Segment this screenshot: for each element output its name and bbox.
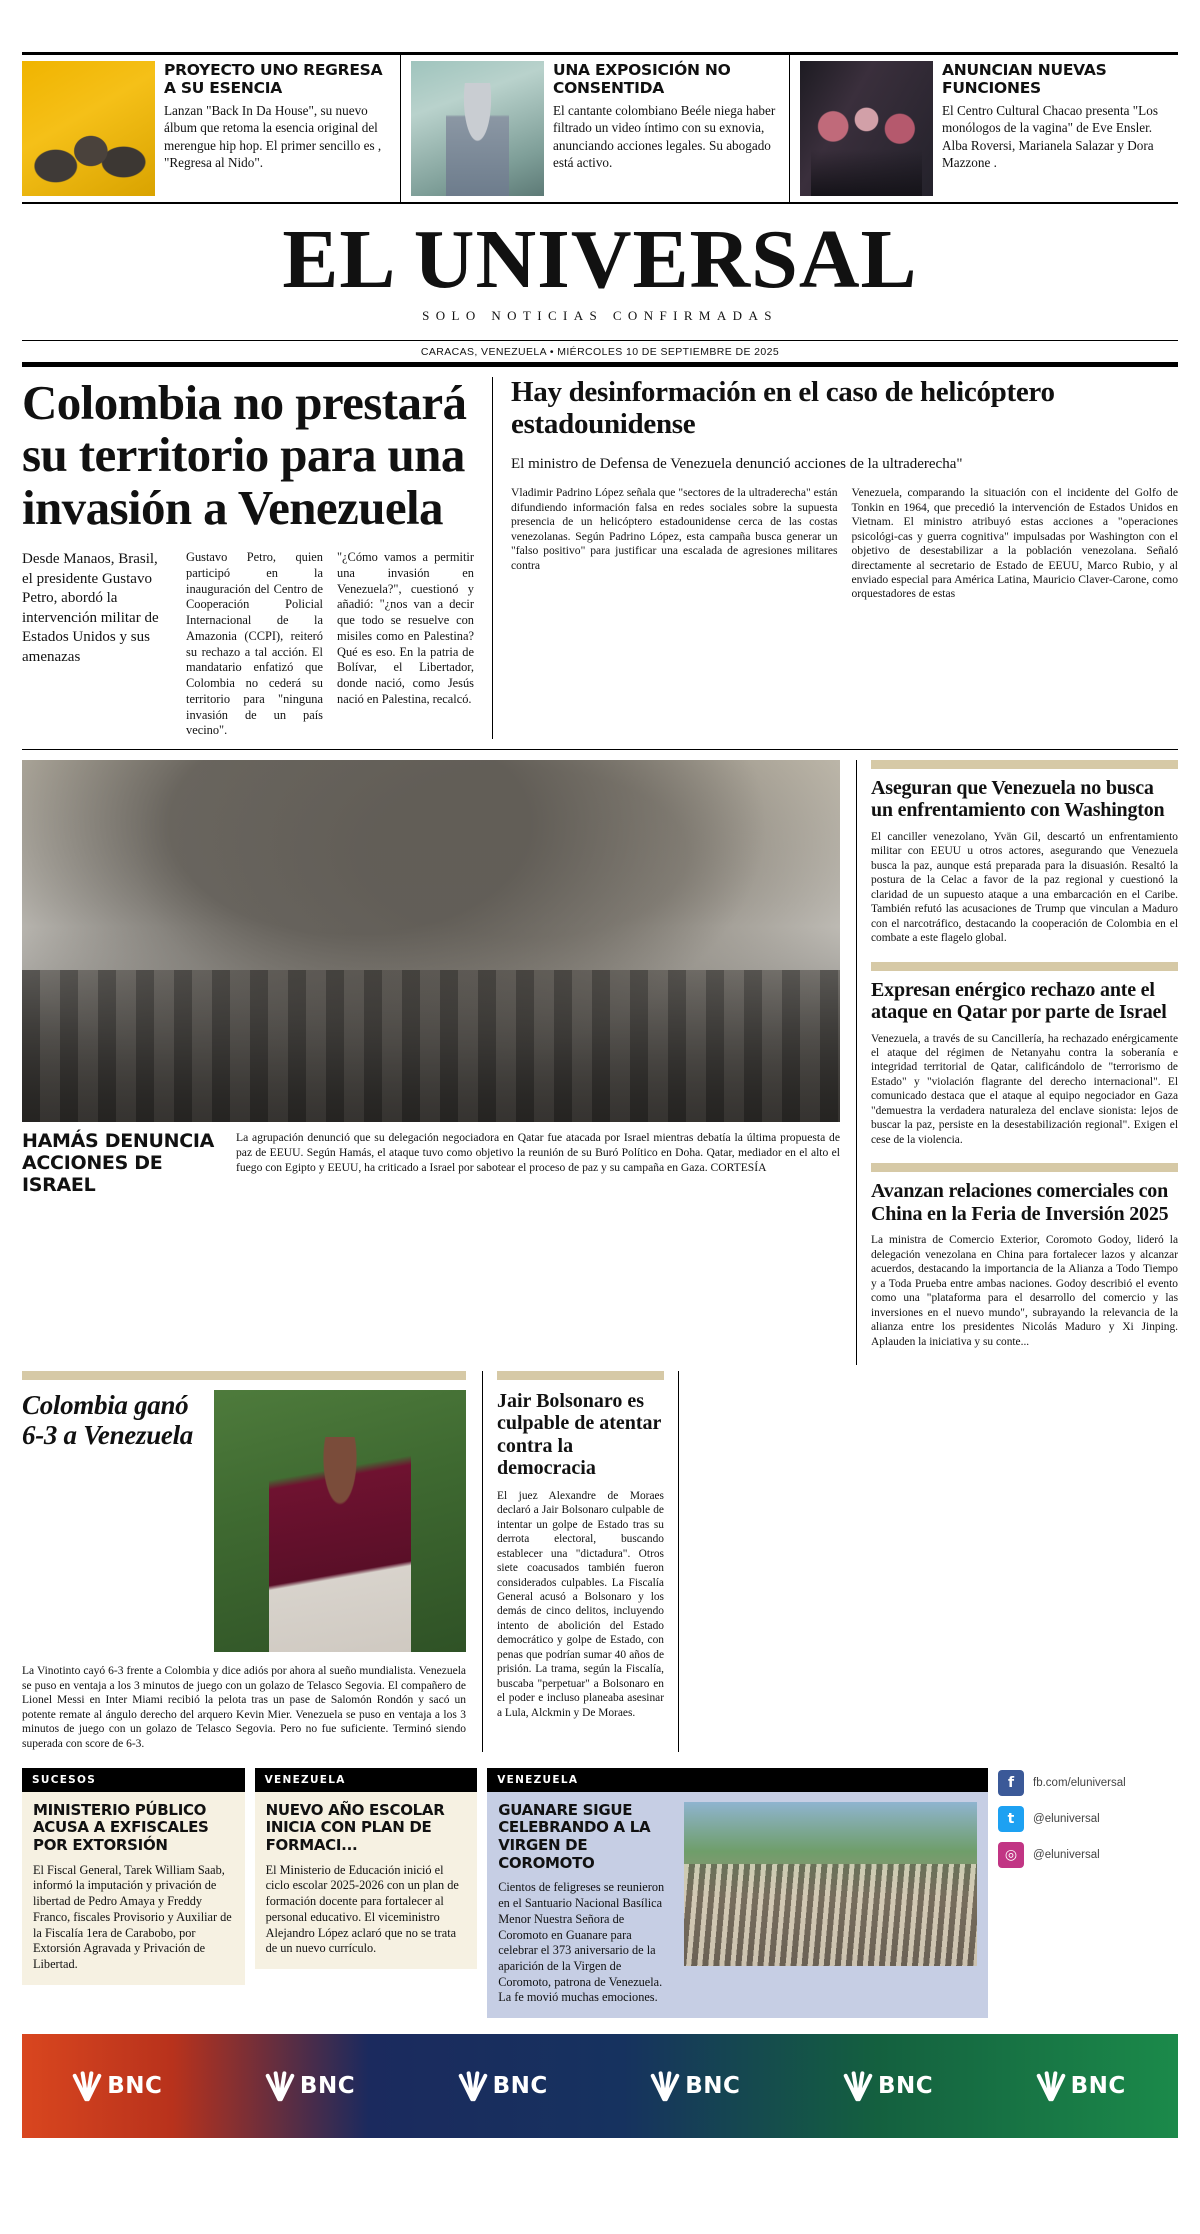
- teaser-body: El cantante colombiano Beéle niega haber filtrado un video íntimo con su exnovia, anunciando acciones legales. Su abogado está activo.: [553, 103, 776, 170]
- social-handle: @eluniversal: [1033, 1848, 1100, 1861]
- teaser-item-1[interactable]: [400, 55, 789, 202]
- lead-standfirst: Desde Manaos, Brasil, el presidente Gustavo Petro, abordó la intervención militar de Estados Unidos y sus amenazas: [22, 551, 159, 665]
- card-tag: VENEZUELA: [487, 1768, 988, 1792]
- card-body: El Ministerio de Educación inició el ciclo escolar 2025-2026 con un plan de formación docente para fortalecer al personal educativo. El viceministro Alejandro López aclaró que no se trata de un nuevo currículo.: [265, 1862, 459, 1956]
- main-photo-story[interactable]: [22, 760, 856, 1365]
- card-title: GUANARE SIGUE CELEBRANDO A LA VIRGEN DE COROMOTO: [498, 1800, 651, 1872]
- rail-item-1[interactable]: [871, 962, 1178, 1148]
- teaser-title: PROYECTO UNO REGRESA A SU ESENCIA: [164, 61, 383, 98]
- doha-smoke-traffic-photo: [22, 760, 840, 1122]
- ad-brand: BNC: [107, 2073, 163, 2100]
- ad-brand: BNC: [1070, 2073, 1126, 2100]
- rail-item-2[interactable]: [871, 1163, 1178, 1349]
- sports-story[interactable]: [22, 1371, 482, 1752]
- ad-brand: BNC: [492, 2073, 548, 2100]
- ad-logo-cell: [793, 2034, 986, 2138]
- ad-brand: BNC: [685, 2073, 741, 2100]
- rail-body: El canciller venezolano, Yvän Gil, descartó un enfrentamiento militar con EEUU u otros actores, asegurando que Venezuela busca la paz, aunque está preparada para la disuasión. Resaltó la postura de la Celac a favor de la paz regional y cuestionó la claridad de un supuesto ataque a una embarcación en el Caribe. También refutó las acusaciones de Trump que vinculan a Maduro con el narcotráfico, destacando la cooperación de Colombia en el combate a este flagelo global.: [871, 830, 1178, 945]
- masthead-rule: [22, 362, 1178, 367]
- secondary-column-2: Venezuela, comparando la situación con el incidente del Golfo de Tonkin en 1964, que precedió la intervención de Estados Unidos en Vietnam. El ministro atribuyó estas acciones a "operaciones psicológi-cas y guerra cognitiva" impulsadas por Washington con el objetivo de desestabilizar a la población venezolana. Señaló directamente al secretario de Estado de EEUU, Marco Rubio, y al enviado especial para América Latina, Mauricio Claver-Carone, como orquestadores de estas: [851, 486, 1178, 601]
- card-title: NUEVO AÑO ESCOLAR INICIA CON PLAN DE FORMACI...: [265, 1800, 445, 1854]
- ad-brand: BNC: [877, 2073, 934, 2100]
- footer-ad-banner[interactable]: [22, 2034, 1178, 2138]
- rail-item-0[interactable]: [871, 760, 1178, 946]
- bottom-cards-row: [22, 1768, 1178, 2019]
- rail-item-2-continued: [678, 1371, 1178, 1752]
- secondary-headline: Hay desinformación en el caso de helicóptero estadounidense: [511, 375, 1055, 440]
- rail-body: La ministra de Comercio Exterior, Coromoto Godoy, lideró la delegación venezolana en China para fortalecer lazos y alcanzar acuerdos, destacando la importancia de la Alianza a Todo Tiempo y a Toda Prueba entre ambas naciones. Godoy describió el evento como una "plataforma para el desarrollo del comercio y las inversiones en el nuevo mundo", subrayando la relevancia de la alianza entre los presidentes Nicolás Maduro y Xi Jinping. Aplauden la iniciativa y su conte...: [871, 1234, 1178, 1348]
- bnc-leaf-icon: [267, 2071, 293, 2101]
- ad-logo-cell: [22, 2034, 215, 2138]
- lead-column-2: Gustavo Petro, quien participó en la inauguración del Centro de Cooperación Policial Internacional de la Amazonia (CCPI), reiteró su rechazo a tal acción. El mandatario enfatizó que Colombia no cederá su territorio para "ninguna invasión de un país vecino".: [186, 550, 323, 738]
- secondary-story[interactable]: [492, 377, 1178, 739]
- card-tag: VENEZUELA: [255, 1768, 478, 1792]
- main-photo-caption-title: HAMÁS DENUNCIA ACCIONES DE ISRAEL: [22, 1130, 215, 1196]
- bnc-leaf-icon: [652, 2071, 678, 2101]
- lead-headline: Colombia no prestará su territorio para una invasión a Venezuela: [22, 374, 467, 535]
- ad-logo-cell: [215, 2034, 408, 2138]
- teaser-body: El Centro Cultural Chacao presenta "Los monólogos de la vagina" de Eve Ensler. Alba Roversi, Marianela Salazar y Dora Mazzone .: [942, 103, 1158, 170]
- teaser-title: UNA EXPOSICIÓN NO CONSENTIDA: [553, 61, 731, 98]
- facebook-icon: f: [998, 1770, 1024, 1796]
- social-instagram[interactable]: [998, 1842, 1178, 1868]
- masthead-title: EL UNIVERSAL: [282, 213, 918, 306]
- proyecto-uno-photo: [22, 61, 155, 196]
- bnc-leaf-icon: [460, 2071, 486, 2101]
- card-tag: SUCESOS: [22, 1768, 245, 1792]
- card-body: El Fiscal General, Tarek William Saab, informó la imputación y privación de libertad de Pedro Amaya y Freddy Franco, fiscales Provisorio y Auxiliar de la Fiscalía 1era de Carabobo, por Extorsión Agravada y Privación de Libertad.: [33, 1862, 232, 1972]
- lead-bottom-rule: [22, 749, 1178, 750]
- teaser-body: Lanzan "Back In Da House", su nuevo álbum que retoma la esencia original del merengue hip hop. El primer sencillo es , "Regresa al Nido".: [164, 103, 382, 170]
- mid-row: [22, 760, 1178, 1365]
- guanare-procession-photo: [684, 1802, 977, 1966]
- ad-logo-cell: [985, 2034, 1178, 2138]
- card-venezuela-guanare[interactable]: [487, 1768, 988, 2019]
- rail-accent-bar: [871, 760, 1178, 769]
- ad-logo-cell: [407, 2034, 600, 2138]
- social-twitter[interactable]: [998, 1806, 1178, 1832]
- bolsonaro-headline: Jair Bolsonaro es culpable de atentar contra la democracia: [497, 1390, 662, 1480]
- teaser-title: ANUNCIAN NUEVAS FUNCIONES: [942, 61, 1107, 98]
- newspaper-front-page: [0, 52, 1200, 2234]
- secondary-column-1: Vladimir Padrino López señala que "sectores de la ultraderecha" están difundiendo información falsa en redes sociales sobre la supuesta presencia de un helicóptero estadounidense cerca de las costas venezolanas. Según Padrino López, esta campaña busca generar un "falso positivo" para justificar una escalada de agresiones militares contra: [511, 486, 838, 572]
- lead-story[interactable]: [22, 374, 492, 739]
- masthead-tagline: SOLO NOTICIAS CONFIRMADAS: [422, 307, 778, 323]
- bolsonaro-body: El juez Alexandre de Moraes declaró a Jair Bolsonaro culpable de intentar un golpe de Estado tras su derrota electoral, buscando establecer una "dictadura". Otros siete coacusados también fueron considerados culpables. La Fiscalía General acusó a Bolsonaro y los demás de cinco delitos, incluyendo intento de abolición del Estado democrático y golpe de Estado, con penas que podrían sumar 40 años de prisión. La trama, según la Fiscalía, buscaba "perpetuar" a Bolsonaro en el poder e incluso planeaba asesinar a Lula, Alckmin y De Moraes.: [497, 1489, 664, 1719]
- sports-body: La Vinotinto cayó 6-3 frente a Colombia y dice adiós por ahora al sueño mundialista. Venezuela se puso en ventaja a los 3 minutos de juego con un golazo de Telasco Segovia. El compañero de Lionel Messi en Inter Miami recibió la pelota tras un pase de Salomón Rondón y sacó un potente remate al ángulo derecho del arquero Kevin Mier. Venezuela se puso en ventaja a los 3 minutos de juego con un golazo de Telasco Segovia. Pero no fue suficiente. Terminó siendo superada con score de 6-3.: [22, 1665, 466, 1750]
- rail-body: Venezuela, a través de su Cancillería, ha rechazado enérgicamente el ataque del régimen de Netanyahu contra la soberanía e integridad territorial de Qatar, calificándolo de "terrorismo de Estado" y "violación flagrante del derecho internacional". El comunicado destaca que el ataque al equipo negociador en Gaza "demuestra la verdadera naturaleza del enclave sionista: lejos de buscar la paz, persiste en la desestabilización regional". Exigen el cese de la violencia.: [871, 1032, 1178, 1146]
- rail-accent-bar: [871, 1163, 1178, 1172]
- instagram-icon: ◎: [998, 1842, 1024, 1868]
- teaser-strip: [22, 52, 1178, 204]
- social-handle: @eluniversal: [1033, 1812, 1100, 1825]
- lower-row: [22, 1371, 1178, 1752]
- rail-title: Avanzan relaciones comerciales con China en la Feria de Inversión 2025: [871, 1180, 1169, 1225]
- social-handle: fb.com/eluniversal: [1033, 1776, 1126, 1789]
- bolsonaro-story[interactable]: [482, 1371, 678, 1752]
- card-body: Cientos de feligreses se reunieron en el Santuario Nacional Basílica Menor Nuestra Señora de Coromoto en Guanare para celebrar el 373 aniversario de la aparición de la Virgen de Coromoto, patrona de Venezuela. La fe movió muchas emociones.: [498, 1880, 665, 2005]
- social-facebook[interactable]: [998, 1770, 1178, 1796]
- bnc-leaf-icon: [74, 2071, 100, 2101]
- ad-logo-cell: [600, 2034, 793, 2138]
- lead-row: [22, 374, 1178, 739]
- card-sucesos[interactable]: [22, 1768, 245, 1985]
- rail-accent-bar: [871, 962, 1178, 971]
- masthead: [22, 204, 1178, 328]
- teatro-monologos-photo: [800, 61, 933, 196]
- sports-accent-bar: [22, 1371, 466, 1380]
- dateline: CARACAS, VENEZUELA • MIÉRCOLES 10 DE SEPTIEMBRE DE 2025: [420, 345, 780, 358]
- card-title: MINISTERIO PÚBLICO ACUSA A EXFISCALES POR EXTORSIÓN: [33, 1800, 209, 1854]
- dateline-wrapper: [22, 340, 1178, 362]
- bolsonaro-accent-bar: [497, 1371, 664, 1380]
- beele-concert-photo: [411, 61, 544, 196]
- teaser-item-0[interactable]: [22, 55, 400, 202]
- secondary-standfirst: El ministro de Defensa de Venezuela denunció acciones de la ultraderecha": [511, 455, 963, 472]
- bnc-leaf-icon: [1038, 2071, 1064, 2101]
- right-rail: [856, 760, 1178, 1365]
- ad-brand: BNC: [299, 2073, 356, 2100]
- vinotinto-player-photo: [214, 1390, 466, 1652]
- rail-title: Aseguran que Venezuela no busca un enfrentamiento con Washington: [871, 777, 1165, 822]
- sports-headline: Colombia ganó 6-3 a Venezuela: [22, 1390, 194, 1451]
- bnc-leaf-icon: [845, 2071, 871, 2101]
- teaser-item-2[interactable]: [789, 55, 1178, 202]
- card-venezuela-escolar[interactable]: [255, 1768, 478, 1969]
- main-photo-caption-body: La agrupación denunció que su delegación negociadora en Qatar fue atacada por Israel mientras debatía la última propuesta de paz de EEUU. Según Hamás, el ataque tuvo como objetivo la reunión de su Buró Político en Doha. Qatar, mediador en el alto el fuego con Egipto y EEUU, ha criticado a Israel por sabotear el proceso de paz y su campaña en Gaza. CORTESÍA: [236, 1131, 840, 1174]
- social-links: [998, 1768, 1178, 1878]
- rail-title: Expresan enérgico rechazo ante el ataque en Qatar por parte de Israel: [871, 978, 1167, 1024]
- lead-column-3: "¿Cómo vamos a permitir una invasión en Venezuela?", cuestionó y añadió: "¿nos van a decir que todo se resuelve con misiles como en Palestina? Qué es eso. En la patria de Bolívar, el Libertador, donde nació, como Jesús nació en Palestina, recalcó.: [337, 550, 474, 706]
- twitter-icon: t: [998, 1806, 1024, 1832]
